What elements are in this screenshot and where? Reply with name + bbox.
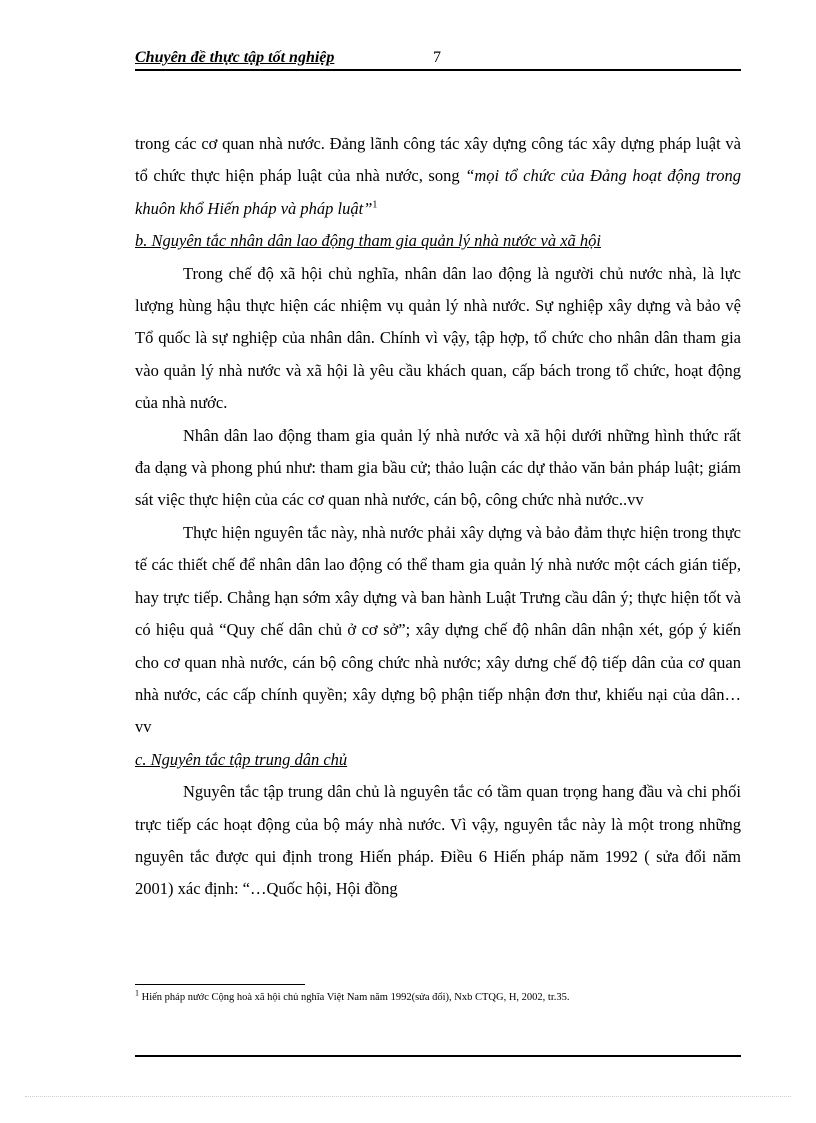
section-heading-c: c. Nguyên tắc tập trung dân chủ	[135, 749, 348, 769]
paragraph-2: Trong chế độ xã hội chủ nghĩa, nhân dân lao động là người chủ nước nhà, là lực lượng hùng hậu thực hiện các nhiệm vụ quản lý nhà nước. Sự nghiệp xây dựng và bảo vệ Tổ quốc là sự nghiệp của nhân dân. Chính vì vậy, tập hợp, tổ chức cho nhân dân tham gia vào quản lý nhà nước và xã hội là yêu cầu khách quan, cấp bách trong tổ chức, hoạt động của nhà nước.	[135, 263, 741, 413]
footnote-marker: 1	[135, 988, 139, 998]
footnote	[135, 988, 570, 1003]
paragraph-1-text: trong các cơ quan nhà nước. Đảng lãnh công tác xây dựng công tác xây dựng pháp luật và tổ chức thực hiện pháp luật của nhà nước, song	[135, 134, 741, 186]
section-heading-b: b. Nguyên tắc nhân dân lao động tham gia quản lý nhà nước và xã hội	[135, 231, 601, 251]
page-header	[135, 49, 741, 71]
paragraph-1	[135, 128, 741, 225]
footnote-reference: 1	[372, 199, 378, 211]
paragraph-3: Nhân dân lao động tham gia quản lý nhà nước và xã hội dưới những hình thức rất đa dạng và phong phú như: tham gia bầu cử; thảo luận các dự thảo văn bản pháp luật; giám sát việc thực hiện của các cơ quan nhà nước, cán bộ, công chức nhà nước..vv	[135, 425, 741, 510]
document-body	[135, 128, 741, 906]
paragraph-5: Nguyên tắc tập trung dân chủ là nguyên tắc có tầm quan trọng hang đầu và chi phối trực tiếp các hoạt động của bộ máy nhà nước. Vì vậy, nguyên tắc này là một trong những nguyên tắc được qui định trong Hiến pháp. Điều 6 Hiến pháp năm 1992 ( sửa đổi năm 2001) xác định: “…Quốc hội, Hội đồng	[135, 782, 741, 899]
footnote-separator	[135, 984, 305, 985]
header-title: Chuyên đề thực tập tốt nghiệp	[135, 49, 335, 66]
page-edge-dots	[25, 1096, 791, 1097]
paragraph-1-quote: “mọi tổ chức của Đảng hoạt động trong khuôn khổ Hiến pháp và pháp luật”	[135, 166, 741, 218]
paragraph-4: Thực hiện nguyên tắc này, nhà nước phải xây dựng và bảo đảm thực hiện trong thực tế các thiết chế để nhân dân lao động có thể tham gia quản lý nhà nước một cách gián tiếp, hay trực tiếp. Chẳng hạn sớm xây dựng và ban hành Luật Trưng cầu dân ý; thực hiện tốt và có hiệu quả “Quy chế dân chủ ở cơ sở”; xây dựng chế độ nhân dân nhận xét, góp ý kiến cho cơ quan nhà nước, cán bộ công chức nhà nước; xây dưng chế độ tiếp dân của cơ quan nhà nước, các cấp chính quyền; xây dựng bộ phận tiếp nhận đơn thư, khiếu nại của dân…vv	[135, 522, 741, 737]
footer-rule	[135, 1055, 741, 1057]
page-number: 7	[433, 49, 441, 66]
footnote-text: Hiến pháp nước Cộng hoà xã hội chủ nghĩa Việt Nam năm 1992(sửa đổi), Nxb CTQG, H, 2002, tr.35.	[139, 992, 570, 1003]
